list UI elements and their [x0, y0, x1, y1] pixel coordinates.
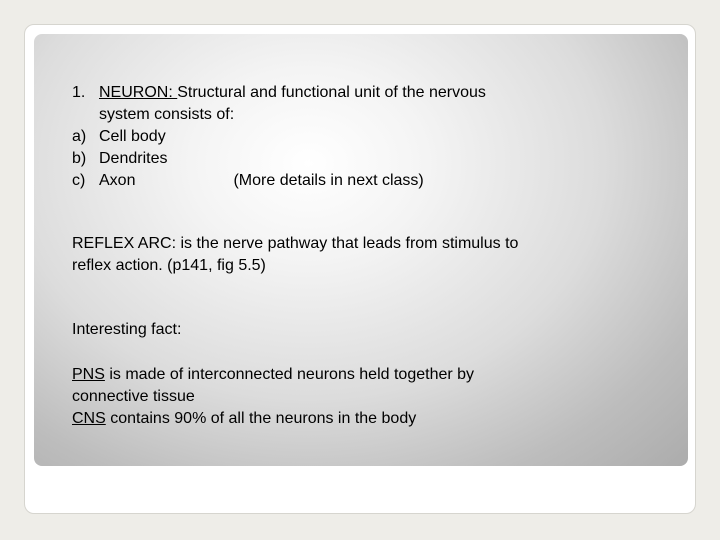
list-marker: a) — [72, 128, 87, 145]
list-item-dendrites — [72, 148, 167, 170]
pns-term: PNS — [72, 366, 105, 383]
cns-text: contains 90% of all the neurons in the body — [105, 410, 417, 427]
list-label: Axon — [99, 172, 136, 189]
pns-text: is made of interconnected neurons held together by — [104, 366, 475, 383]
list-number: 1. — [72, 84, 86, 101]
neuron-definition: Structural and functional unit of the nervous — [177, 84, 486, 101]
list-item-axon — [72, 170, 424, 192]
neuron-item-line2: system consists of: — [99, 106, 235, 123]
list-marker: b) — [72, 150, 87, 167]
pns-fact-line2: connective tissue — [72, 388, 195, 405]
cns-fact — [72, 408, 416, 430]
neuron-item-line1 — [72, 82, 486, 104]
neuron-term: NEURON: — [99, 84, 178, 101]
pns-fact-line1 — [72, 364, 474, 386]
list-label: Dendrites — [99, 150, 168, 167]
list-marker: c) — [72, 172, 86, 189]
interesting-fact-heading: Interesting fact: — [72, 321, 182, 338]
list-item-cell-body — [72, 126, 166, 148]
reflex-arc-line1: REFLEX ARC: is the nerve pathway that leads from stimulus to — [72, 235, 519, 252]
more-details-note: (More details in next class) — [233, 172, 424, 189]
list-label: Cell body — [99, 128, 166, 145]
cns-term: CNS — [72, 410, 106, 427]
reflex-arc-line2: reflex action. (p141, fig 5.5) — [72, 257, 266, 274]
